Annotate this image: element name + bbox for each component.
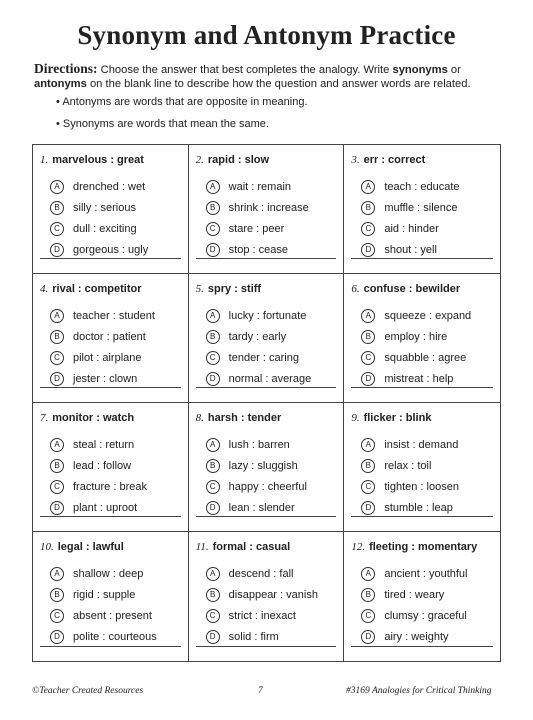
question-cell (33, 145, 189, 274)
option-list (361, 434, 459, 518)
answer-option[interactable] (50, 347, 155, 368)
answer-option[interactable] (50, 197, 148, 218)
question-header (351, 154, 425, 166)
option-bubble-icon[interactable]: B (206, 330, 220, 344)
question-stem: monitor : watch (52, 412, 135, 424)
option-text: shrink : increase (228, 201, 309, 214)
option-bubble-icon[interactable]: D (206, 501, 220, 515)
answer-option[interactable] (50, 218, 148, 239)
option-bubble-icon[interactable]: C (50, 222, 64, 236)
option-text: wait : remain (228, 180, 292, 193)
question-stem: legal : lawful (57, 541, 124, 553)
answer-blank-line[interactable] (351, 258, 493, 259)
option-list (206, 305, 312, 389)
option-bubble-icon[interactable]: A (50, 567, 64, 581)
answer-option[interactable] (50, 176, 148, 197)
option-text: strict : inexact (228, 609, 296, 622)
answer-blank-line[interactable] (196, 516, 337, 517)
question-header (196, 283, 261, 295)
option-text: teach : educate (384, 180, 460, 193)
option-bubble-icon[interactable]: A (206, 567, 220, 581)
question-stem: formal : casual (212, 541, 291, 553)
question-stem: confuse : bewilder (363, 283, 461, 295)
answer-blank-line[interactable] (40, 387, 181, 388)
bullet-item-synonyms: • Synonyms are words that mean the same. (56, 118, 269, 130)
option-text: squeeze : expand (384, 309, 472, 322)
option-bubble-icon[interactable]: B (361, 459, 375, 473)
option-list (206, 176, 309, 260)
option-text: pilot : airplane (73, 351, 142, 364)
answer-option[interactable] (50, 455, 147, 476)
answer-option[interactable] (361, 176, 459, 197)
answer-option[interactable] (206, 176, 309, 197)
question-header (196, 412, 282, 424)
option-text: mistreat : help (384, 372, 454, 385)
option-bubble-icon[interactable]: C (361, 351, 375, 365)
option-bubble-icon[interactable]: B (50, 201, 64, 215)
question-cell (189, 403, 345, 532)
option-text: stumble : leap (384, 501, 453, 514)
option-text: absent : present (73, 609, 152, 622)
option-bubble-icon[interactable]: D (361, 630, 375, 644)
question-stem: err : correct (363, 154, 426, 166)
option-bubble-icon[interactable]: A (361, 567, 375, 581)
answer-option[interactable] (206, 218, 309, 239)
question-number: 4. (40, 283, 49, 295)
question-cell (344, 274, 500, 403)
option-bubble-icon[interactable]: B (50, 330, 64, 344)
answer-option[interactable] (50, 434, 147, 455)
option-text: relax : toil (384, 459, 432, 472)
answer-blank-line[interactable] (196, 258, 337, 259)
option-list (50, 563, 157, 647)
question-header (40, 154, 144, 166)
answer-option[interactable] (50, 476, 147, 497)
answer-option[interactable] (361, 497, 459, 518)
option-list (50, 434, 147, 518)
synonyms-word: synonyms (392, 64, 448, 76)
option-text: tender : caring (228, 351, 299, 364)
option-text: polite : courteous (73, 630, 157, 643)
question-stem: rival : competitor (52, 283, 142, 295)
option-text: jester : clown (73, 372, 138, 385)
option-bubble-icon[interactable]: D (361, 501, 375, 515)
bullet-item-antonyms: • Antonyms are words that are opposite in meaning. (56, 96, 308, 108)
directions-text-1: Choose the answer that best completes the analogy. Write (97, 64, 393, 76)
question-number: 11. (195, 541, 209, 553)
question-number: 3. (351, 154, 360, 166)
option-bubble-icon[interactable]: C (361, 222, 375, 236)
question-stem: harsh : tender (207, 412, 282, 424)
option-bubble-icon[interactable]: A (50, 438, 64, 452)
answer-option[interactable] (206, 497, 307, 518)
option-bubble-icon[interactable]: A (50, 309, 64, 323)
question-header (40, 412, 134, 424)
question-header (40, 541, 124, 553)
option-bubble-icon[interactable]: B (206, 201, 220, 215)
question-header (351, 283, 460, 295)
question-number: 1. (40, 154, 49, 166)
option-text: silly : serious (73, 201, 136, 214)
option-bubble-icon[interactable]: D (206, 372, 220, 386)
option-bubble-icon[interactable]: C (206, 609, 220, 623)
option-bubble-icon[interactable]: B (50, 588, 64, 602)
question-cell (344, 145, 500, 274)
option-text: aid : hinder (384, 222, 439, 235)
option-text: rigid : supple (73, 588, 136, 601)
question-cell (344, 403, 500, 532)
answer-option[interactable] (361, 455, 459, 476)
answer-option[interactable] (206, 584, 318, 605)
option-text: happy : cheerful (228, 480, 307, 493)
option-list (361, 563, 467, 647)
option-bubble-icon[interactable]: D (50, 630, 64, 644)
answer-blank-line[interactable] (351, 516, 493, 517)
directions-label: Directions: (34, 61, 98, 76)
option-text: disappear : vanish (228, 588, 318, 601)
question-stem: marvelous : great (52, 154, 144, 166)
answer-blank-line[interactable] (40, 646, 181, 647)
question-number: 9. (351, 412, 360, 424)
answer-option[interactable] (361, 434, 459, 455)
answer-option[interactable] (361, 605, 467, 626)
option-bubble-icon[interactable]: A (206, 438, 220, 452)
answer-blank-line[interactable] (351, 646, 493, 647)
question-number: 5. (195, 283, 204, 295)
option-bubble-icon[interactable]: D (361, 243, 375, 257)
option-text: tardy : early (228, 330, 287, 343)
answer-option[interactable] (206, 368, 312, 389)
question-cell (189, 532, 345, 661)
answer-blank-line[interactable] (196, 646, 337, 647)
option-text: airy : weighty (384, 630, 449, 643)
option-text: stop : cease (228, 243, 288, 256)
answer-blank-line[interactable] (196, 387, 337, 388)
answer-option[interactable] (206, 434, 307, 455)
footer-book-title: #3169 Analogies for Critical Thinking (346, 686, 492, 696)
page-title: Synonym and Antonym Practice (77, 20, 456, 50)
answer-option[interactable] (361, 218, 459, 239)
answer-option[interactable] (50, 305, 155, 326)
answer-option[interactable] (206, 347, 312, 368)
answer-option[interactable] (361, 476, 459, 497)
option-bubble-icon[interactable]: A (361, 309, 375, 323)
question-grid (32, 144, 501, 662)
bullet-list (56, 96, 308, 140)
answer-option[interactable] (361, 347, 471, 368)
option-bubble-icon[interactable]: C (206, 480, 220, 494)
option-text: shallow : deep (73, 567, 144, 580)
answer-blank-line[interactable] (40, 516, 181, 517)
answer-option[interactable] (206, 476, 307, 497)
option-text: lush : barren (228, 438, 290, 451)
option-bubble-icon[interactable]: D (206, 630, 220, 644)
option-bubble-icon[interactable]: C (361, 480, 375, 494)
option-text: plant : uproot (73, 501, 138, 514)
question-stem: fleeting : momentary (369, 541, 478, 553)
answer-option[interactable] (361, 326, 471, 347)
footer-page-number: 7 (258, 686, 263, 696)
answer-option[interactable] (206, 239, 309, 260)
question-cell (189, 145, 345, 274)
option-bubble-icon[interactable]: C (50, 480, 64, 494)
answer-option[interactable] (50, 368, 155, 389)
option-text: dull : exciting (73, 222, 137, 235)
option-bubble-icon[interactable]: C (50, 351, 64, 365)
question-cell (33, 274, 189, 403)
question-header (196, 154, 269, 166)
option-text: fracture : break (73, 480, 147, 493)
question-number: 10. (40, 541, 54, 553)
option-bubble-icon[interactable]: B (50, 459, 64, 473)
option-bubble-icon[interactable]: A (206, 309, 220, 323)
answer-option[interactable] (206, 563, 318, 584)
option-text: clumsy : graceful (384, 609, 467, 622)
answer-option[interactable] (50, 497, 147, 518)
answer-option[interactable] (206, 326, 312, 347)
option-bubble-icon[interactable]: C (50, 609, 64, 623)
answer-option[interactable] (206, 605, 318, 626)
answer-blank-line[interactable] (40, 258, 181, 259)
question-number: 6. (351, 283, 360, 295)
option-text: lead : follow (73, 459, 132, 472)
answer-option[interactable] (361, 626, 467, 647)
option-bubble-icon[interactable]: D (50, 243, 64, 257)
question-cell (33, 403, 189, 532)
question-stem: flicker : blink (363, 412, 432, 424)
option-text: tighten : loosen (384, 480, 459, 493)
option-text: doctor : patient (73, 330, 146, 343)
option-text: lazy : sluggish (228, 459, 298, 472)
option-list (361, 176, 459, 260)
option-text: solid : firm (228, 630, 279, 643)
question-stem: spry : stiff (207, 283, 262, 295)
answer-option[interactable] (206, 626, 318, 647)
answer-option[interactable] (361, 305, 471, 326)
option-bubble-icon[interactable]: D (206, 243, 220, 257)
option-text: gorgeous : ugly (73, 243, 149, 256)
option-bubble-icon[interactable]: C (206, 351, 220, 365)
option-text: tired : weary (384, 588, 445, 601)
option-text: teacher : student (73, 309, 155, 322)
option-text: steal : return (73, 438, 135, 451)
option-bubble-icon[interactable]: C (361, 609, 375, 623)
option-text: employ : hire (384, 330, 448, 343)
option-list (50, 305, 155, 389)
option-list (206, 563, 318, 647)
option-text: ancient : youthful (384, 567, 468, 580)
question-number: 12. (351, 541, 366, 553)
answer-option[interactable] (206, 305, 312, 326)
directions (34, 62, 504, 91)
option-text: shout : yell (384, 243, 437, 256)
option-bubble-icon[interactable]: A (361, 438, 375, 452)
answer-option[interactable] (206, 197, 309, 218)
option-bubble-icon[interactable]: C (206, 222, 220, 236)
answer-option[interactable] (361, 563, 467, 584)
option-list (206, 434, 307, 518)
answer-option[interactable] (206, 455, 307, 476)
answer-option[interactable] (50, 239, 148, 260)
directions-text-2: or (447, 64, 461, 76)
antonyms-word: antonyms (34, 78, 87, 90)
option-bubble-icon[interactable]: A (361, 180, 375, 194)
question-stem: rapid : slow (207, 154, 270, 166)
answer-option[interactable] (361, 239, 459, 260)
answer-option[interactable] (50, 626, 157, 647)
question-header (40, 283, 142, 295)
option-bubble-icon[interactable]: D (361, 372, 375, 386)
question-cell (189, 274, 345, 403)
answer-option[interactable] (361, 368, 471, 389)
option-bubble-icon[interactable]: B (361, 330, 375, 344)
question-header (196, 541, 291, 553)
answer-blank-line[interactable] (351, 387, 493, 388)
option-text: squabble : agree (384, 351, 467, 364)
footer-publisher: ©Teacher Created Resources (32, 686, 144, 696)
option-bubble-icon[interactable]: B (206, 588, 220, 602)
answer-option[interactable] (50, 326, 155, 347)
option-text: normal : average (228, 372, 312, 385)
answer-option[interactable] (361, 584, 467, 605)
option-bubble-icon[interactable]: A (206, 180, 220, 194)
option-text: stare : peer (228, 222, 285, 235)
answer-option[interactable] (50, 605, 157, 626)
question-number: 2. (195, 154, 204, 166)
question-cell (33, 532, 189, 661)
option-text: drenched : wet (73, 180, 146, 193)
option-bubble-icon[interactable]: B (361, 201, 375, 215)
question-header (351, 412, 431, 424)
answer-option[interactable] (361, 197, 459, 218)
question-cell (344, 532, 500, 661)
question-number: 7. (40, 412, 49, 424)
option-text: lucky : fortunate (228, 309, 307, 322)
directions-text-3: on the blank line to describe how the question and answer words are related. (86, 78, 471, 90)
answer-option[interactable] (50, 563, 157, 584)
option-bubble-icon[interactable]: B (361, 588, 375, 602)
option-text: insist : demand (384, 438, 459, 451)
option-list (50, 176, 148, 260)
option-bubble-icon[interactable]: D (50, 501, 64, 515)
option-text: muffle : silence (384, 201, 458, 214)
option-text: descend : fall (228, 567, 294, 580)
option-bubble-icon[interactable]: B (206, 459, 220, 473)
question-header (351, 541, 477, 553)
option-list (361, 305, 471, 389)
option-text: lean : slender (228, 501, 295, 514)
option-bubble-icon[interactable]: A (50, 180, 64, 194)
question-number: 8. (195, 412, 204, 424)
answer-option[interactable] (50, 584, 157, 605)
option-bubble-icon[interactable]: D (50, 372, 64, 386)
